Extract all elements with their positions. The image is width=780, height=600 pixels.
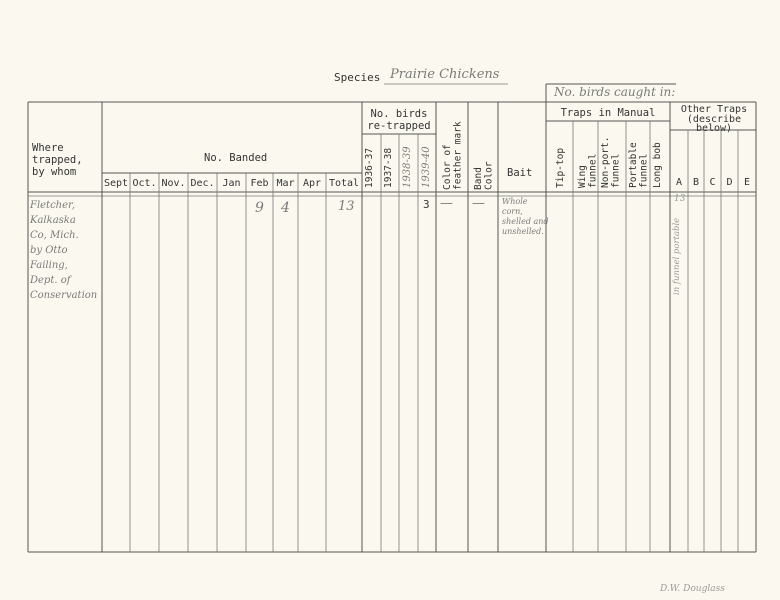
where-trapped-line: by Otto — [30, 245, 68, 256]
signature: D.W. Douglass — [660, 584, 725, 594]
other-a-description: in funnel portable — [672, 217, 682, 295]
where-trapped-line: Co, Mich. — [30, 230, 79, 241]
band-color-entry: — — [472, 196, 485, 211]
month-header: Nov. — [161, 178, 186, 189]
where-trapped-line: Conservation — [30, 290, 98, 301]
species-label: Species — [334, 71, 381, 84]
trap-type-header: Tip-top — [555, 147, 566, 188]
mar-count: 4 — [281, 200, 290, 216]
bait-line: corn, — [502, 207, 523, 216]
total-count: 13 — [338, 199, 355, 214]
trap-type-header: Non-port. funnel — [600, 136, 622, 188]
trap-type-header: Portable funnel — [628, 142, 650, 188]
retrap-year-header: 1937-38 — [383, 147, 394, 188]
where-trapped-entry — [30, 198, 97, 303]
band-color-header: Band Color — [473, 161, 495, 190]
caught-in-note: No. birds caught in: — [554, 85, 676, 99]
retrap-1939-40-count: 3 — [423, 198, 430, 211]
other-a-count: 13 — [674, 194, 686, 204]
other-trap-letter: E — [743, 177, 751, 188]
retrapped-header: No. birds re-trapped — [367, 108, 431, 133]
other-trap-letter: C — [709, 177, 716, 188]
traps-in-manual-header: Traps in Manual — [560, 107, 656, 119]
color-feather-mark-header: Color of feather mark — [442, 121, 464, 190]
where-trapped-line: Failing, — [30, 260, 68, 271]
where-trapped-header: Where trapped, by whom — [32, 142, 83, 179]
month-header: Jan — [222, 178, 241, 189]
retrap-year-header: 1936-37 — [364, 147, 375, 188]
month-header: Total — [328, 178, 360, 189]
feb-count: 9 — [255, 200, 264, 216]
retrap-year-header: 1939-40 — [421, 146, 432, 188]
bait-line: shelled and — [502, 217, 549, 226]
trap-type-header: Long bob — [652, 142, 663, 188]
other-traps-header: Other Traps (describe below) — [680, 104, 748, 134]
feather-mark-entry: — — [440, 196, 453, 211]
other-trap-letter: B — [692, 177, 700, 188]
species-value: Prairie Chickens — [390, 67, 500, 82]
month-header: Apr — [302, 178, 322, 189]
bait-line: unshelled. — [502, 227, 544, 236]
trap-type-header: Wing funnel — [577, 153, 599, 188]
where-trapped-line: Fletcher, — [30, 200, 75, 211]
retrap-year-header: 1938-39 — [402, 146, 413, 188]
other-trap-letter: A — [675, 177, 683, 188]
where-trapped-line: Kalkaska — [30, 215, 76, 226]
bait-line: Whole — [502, 197, 528, 206]
no-banded-header: No. Banded — [204, 152, 268, 164]
other-trap-letter: D — [726, 177, 733, 188]
where-trapped-line: Dept. of — [30, 275, 71, 286]
month-header: Oct. — [132, 178, 157, 189]
month-header: Dec. — [190, 178, 215, 189]
month-header: Mar — [276, 178, 295, 189]
month-header: Feb — [250, 178, 269, 189]
bait-header: Bait — [507, 167, 533, 179]
month-header: Sept — [103, 178, 129, 189]
bait-entry — [502, 197, 549, 237]
